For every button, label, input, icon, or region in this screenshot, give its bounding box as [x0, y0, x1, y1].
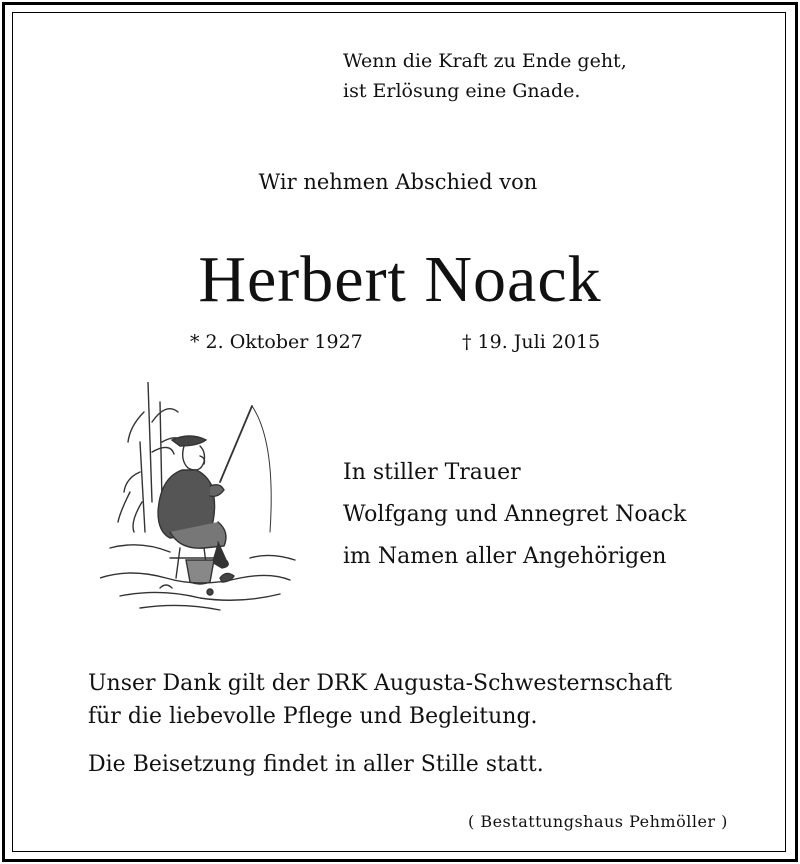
deceased-name: Herbert Noack — [198, 243, 602, 316]
birth-date: * 2. Oktober 1927 — [190, 331, 363, 353]
death-date: † 19. Juli 2015 — [462, 331, 601, 353]
mourners-line-3: im Namen aller Angehörigen — [343, 544, 667, 569]
intro-line — [0, 170, 800, 194]
thanks-line-1: Unser Dank gilt der DRK Augusta-Schwesternschaft — [88, 671, 673, 696]
mourners — [343, 452, 686, 578]
mourners-line-2: Wolfgang und Annegret Noack — [343, 502, 687, 527]
burial-notice: Die Beisetzung findet in aller Stille statt. — [88, 752, 544, 777]
motto-line-2: ist Erlösung eine Gnade. — [343, 80, 581, 102]
intro-text: Wir nehmen Abschied von — [258, 170, 538, 194]
thanks-paragraph — [88, 667, 672, 733]
motto — [343, 46, 627, 106]
motto-line-1: Wenn die Kraft zu Ende geht, — [343, 50, 627, 72]
mourners-line-1: In stiller Trauer — [343, 460, 521, 485]
thanks-line-2: für die liebevolle Pflege und Begleitung. — [88, 704, 538, 729]
undertaker-credit: ( Bestattungshaus Pehmöller ) — [468, 812, 728, 831]
fisherman-sketch-icon — [100, 382, 305, 614]
